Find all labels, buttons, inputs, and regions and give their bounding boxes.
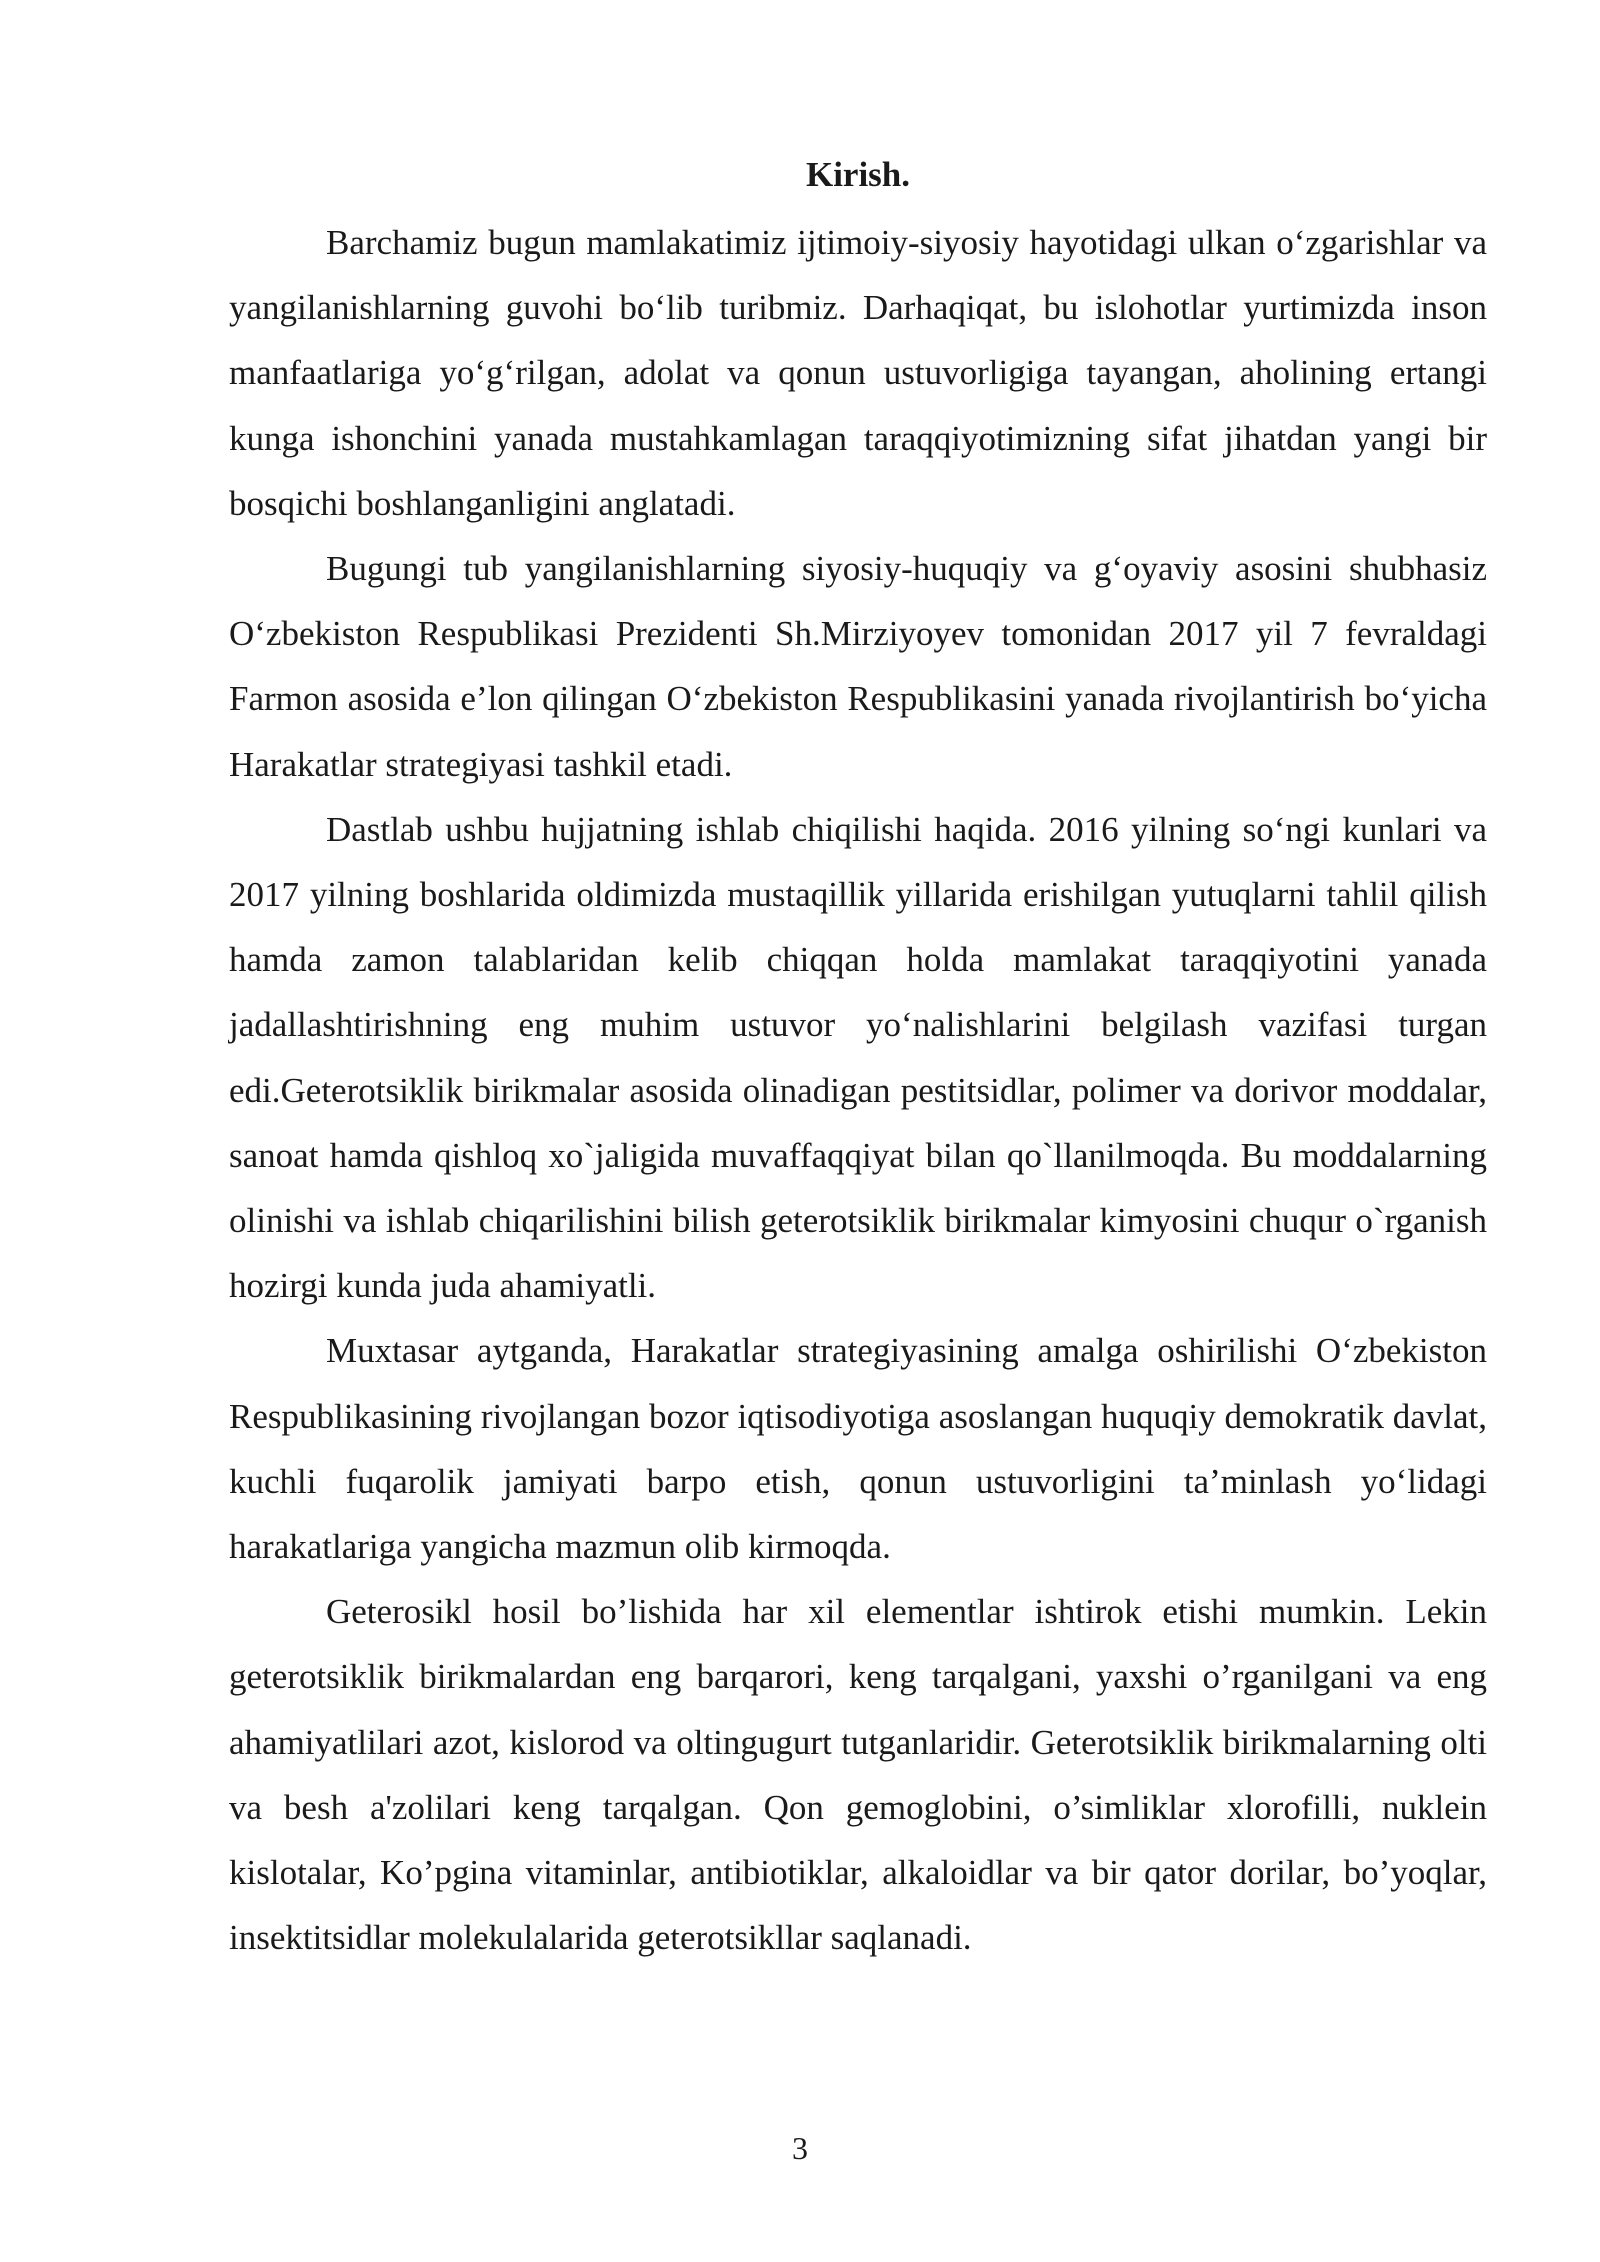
paragraph-5: Geterosikl hosil bo’lishida har xil elementlar ishtirok etishi mumkin. Lekin geterotsiklik birikmalardan eng barqarori, keng tarqalgani, yaxshi o’rganilgani va eng ahamiyatlilari azot, kislorod va oltingugurt tutganlaridir. Geterotsiklik birikmalarning olti va besh a'zolilari keng tarqalgan. Qon gemoglobini, o’simliklar xlorofilli, nuklein kislotalar, Ko’pgina vitaminlar, antibiotiklar, alkaloidlar va bir qator dorilar, bo’yoqlar, insektitsidlar molekulalarida geterotsikllar saqlanadi. bbox=[229, 1592, 1487, 1958]
paragraph-3: Dastlab ushbu hujjatning ishlab chiqilishi haqida. 2016 yilning so‘ngi kunlari va 2017 yilning boshlarida oldimizda mustaqillik yillarida erishilgan yutuqlarni tahlil qilish hamda zamon talablaridan kelib chiqqan holda mamlakat taraqqiyotini yanada jadallashtirishning eng muhim ustuvor yo‘nalishlarini belgilash vazifasi turgan edi.Geterotsiklik birikmalar asosida olinadigan pestitsidlar, polimer va dorivor moddalar, sanoat hamda qishloq xo`jaligida muvaffaqqiyat bilan qo`llanilmoqda. Bu moddalarning olinishi va ishlab chiqarilishini bilish geterotsiklik birikmalar kimyosini chuqur o`rganish hozirgi kunda juda ahamiyatli. bbox=[229, 809, 1487, 1306]
paragraph-2: Bugungi tub yangilanishlarning siyosiy-huquqiy va g‘oyaviy asosini shubhasiz O‘zbekiston Respublikasi Prezidenti Sh.Mirziyoyev tomonidan 2017 yil 7 fevraldagi Farmon asosida e’lon qilingan O‘zbekiston Respublikasini yanada rivojlantirish bo‘yicha Harakatlar strategiyasi tashkil etadi. bbox=[229, 549, 1487, 784]
page-number: 3 bbox=[792, 2130, 808, 2166]
paragraph-1: Barchamiz bugun mamlakatimiz ijtimoiy-siyosiy hayotidagi ulkan o‘zgarishlar va yangilanishlarning guvohi bo‘lib turibmiz. Darhaqiqat, bu islohotlar yurtimizda inson manfaatlariga yo‘g‘rilgan, adolat va qonun ustuvorligiga tayangan, aholining ertangi kunga ishonchini yanada mustahkamlagan taraqqiyotimizning sifat jihatdan yangi bir bosqichi boshlanganligini anglatadi. bbox=[229, 223, 1487, 523]
document-body bbox=[229, 150, 1487, 1970]
section-heading: Kirish. bbox=[805, 155, 911, 194]
paragraph-4: Muxtasar aytganda, Harakatlar strategiyasining amalga oshirilishi O‘zbekiston Respublikasining rivojlangan bozor iqtisodiyotiga asoslangan huquqiy demokratik davlat, kuchli fuqarolik jamiyati barpo etish, qonun ustuvorligini ta’minlash yo‘lidagi harakatlariga yangicha mazmun olib kirmoqda. bbox=[229, 1331, 1487, 1567]
